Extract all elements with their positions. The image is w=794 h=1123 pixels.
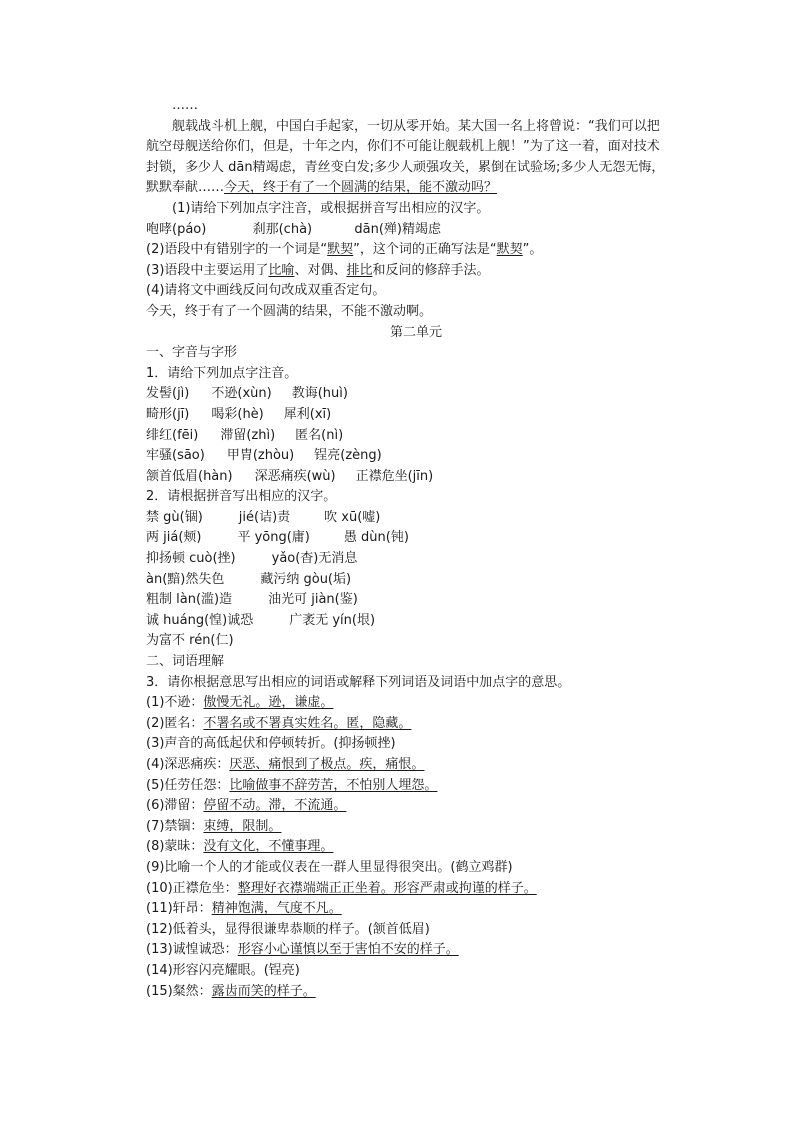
answer-4: 今天，终于有了一个圆满的结果，不能不激动啊。 xyxy=(146,303,433,319)
word-item: 喝彩(hè) xyxy=(211,406,264,422)
word-row xyxy=(146,611,686,632)
section-title: 二、词语理解 xyxy=(146,654,225,670)
vocab-item xyxy=(146,920,686,941)
pinyin-row xyxy=(146,220,686,241)
word-row xyxy=(146,467,686,488)
passage-line: 舰载战斗机上舰，中国白手起家，一切从零开始。某大国一名上将曾说：“我们可以把 xyxy=(172,118,660,134)
vocab-term: (8)蒙昧： xyxy=(146,839,204,855)
word-row xyxy=(146,570,686,591)
word-row xyxy=(146,405,686,426)
question-text: ”，这个词的正确写法是“ xyxy=(353,242,497,258)
question-4: (4)请将文中画线反问句改成双重否定句。 xyxy=(146,283,386,299)
word-row xyxy=(146,426,686,447)
pinyin-item: 刹那(chà) xyxy=(252,221,313,237)
word-item: àn(黯)然失色 xyxy=(146,571,225,587)
word-item: 颔首低眉(hàn) xyxy=(146,468,233,484)
word-item: 粗制 làn(滥)造 xyxy=(146,592,233,608)
hanzi-table xyxy=(146,508,686,652)
vocab-term: (5)任劳任怨： xyxy=(146,777,230,793)
word-item: 吹 xū(嘘) xyxy=(324,509,381,525)
question-text: (2)语段中有错别字的一个词是“ xyxy=(146,242,328,258)
vocab-answer: (鹤立鸡群) xyxy=(450,859,513,875)
answer-text: 默契 xyxy=(327,242,354,258)
vocab-item xyxy=(146,899,686,920)
question-2 xyxy=(146,240,686,261)
vocab-item xyxy=(146,837,686,858)
word-item: jié(诘)责 xyxy=(238,509,291,525)
word-item: 两 jiá(颊) xyxy=(146,530,202,546)
vocab-item xyxy=(146,961,686,982)
word-item: 抑扬顿 cuò(挫) xyxy=(146,551,236,567)
vocab-term: (7)禁锢： xyxy=(146,818,204,834)
word-item: 教诲(huì) xyxy=(291,386,348,402)
word-item: 不逊(xùn) xyxy=(211,386,272,402)
question-prompt: 3．请你根据意思写出相应的词语或解释下列词语及词语中加点字的意思。 xyxy=(146,674,571,690)
word-item: yǎo(杳)无消息 xyxy=(271,551,358,567)
word-item: 犀利(xī) xyxy=(283,406,332,422)
question-text: (3)语段中主要运用了 xyxy=(146,262,269,278)
word-item: 诚 huáng(惶)诚恐 xyxy=(146,612,254,628)
vocab-item xyxy=(146,940,686,961)
vocab-item xyxy=(146,714,686,735)
passage-line xyxy=(146,178,686,199)
vocab-answer-underlined: 没有文化，不懂事理。 xyxy=(203,839,334,855)
answer-text: 排比 xyxy=(346,262,373,278)
vocab-item xyxy=(146,817,686,838)
pinyin-table xyxy=(146,384,686,487)
question-text: 、对偶、 xyxy=(294,262,347,278)
question-prompt: 2．请根据拼音写出相应的汉字。 xyxy=(146,489,337,505)
vocab-item xyxy=(146,982,686,1003)
word-item: 正襟危坐(jīn) xyxy=(355,468,434,484)
word-item: 牢骚(sāo) xyxy=(146,448,205,464)
question-prompt: (1)请给下列加点字注音，或根据拼音写出相应的汉字。 xyxy=(172,200,490,216)
word-row xyxy=(146,528,686,549)
vocab-answer-underlined: 束缚，限制。 xyxy=(203,818,282,834)
word-row xyxy=(146,549,686,570)
word-row xyxy=(146,590,686,611)
vocab-term: (15)粲然： xyxy=(146,983,212,999)
vocab-item xyxy=(146,693,686,714)
passage-text: 默默奉献…… xyxy=(146,180,225,196)
word-item: 发髻(jì) xyxy=(146,386,190,402)
vocab-answer-underlined: 比喻做事不辞劳苦，不怕别人埋怨。 xyxy=(229,777,438,793)
word-item: 平 yōng(庸) xyxy=(237,530,310,546)
vocab-answer: (颔首低眉) xyxy=(367,921,430,937)
vocab-answer: (锃亮) xyxy=(263,962,300,978)
vocab-term: (6)滞留： xyxy=(146,798,204,814)
vocab-answer-underlined: 精神饱满，气度不凡。 xyxy=(211,901,342,917)
question-3 xyxy=(146,261,686,282)
question-text: 和反问的修辞手法。 xyxy=(372,262,490,278)
passage-line: 封锁，多少人 dān精竭虑，青丝变白发;多少人顽强攻关，累倒在试验场;多少人无怨无悔， xyxy=(146,159,665,175)
word-item: 禁 gù(锢) xyxy=(146,509,203,525)
word-item: 锃亮(zèng) xyxy=(314,448,382,464)
vocab-answer-underlined: 傲慢无礼。逊，谦虚。 xyxy=(203,695,334,711)
vocab-answer: (抑扬顿挫) xyxy=(333,736,396,752)
vocab-term: (2)匿名： xyxy=(146,715,204,731)
word-item: 滞留(zhì) xyxy=(220,427,276,443)
question-prompt: 1．请给下列加点字注音。 xyxy=(146,365,298,381)
vocab-answer-underlined: 形容小心谨慎以至于害怕不安的样子。 xyxy=(237,942,459,958)
word-row xyxy=(146,384,686,405)
vocab-item xyxy=(146,858,686,879)
vocab-answer-underlined: 露齿而笑的样子。 xyxy=(211,983,316,999)
vocab-term: (10)正襟危坐： xyxy=(146,880,238,896)
vocab-list xyxy=(146,693,686,1002)
answer-text: 默契 xyxy=(496,242,523,258)
pinyin-item: dān(殚)精竭虑 xyxy=(354,221,441,237)
document-page xyxy=(146,96,686,1002)
word-item: 愚 dùn(钝) xyxy=(343,530,409,546)
vocab-answer-underlined: 停留不动。滞，不流通。 xyxy=(203,798,347,814)
vocab-item xyxy=(146,879,686,900)
section-title: 一、字音与字形 xyxy=(146,345,238,361)
word-item: 深恶痛疾(wù) xyxy=(254,468,336,484)
vocab-answer-underlined: 不署名或不署真实姓名。匿，隐藏。 xyxy=(203,715,412,731)
word-row xyxy=(146,446,686,467)
vocab-term: (14)形容闪亮耀眼。 xyxy=(146,962,264,978)
vocab-term: (3)声音的高低起伏和停顿转折。 xyxy=(146,736,334,752)
passage-line: 航空母舰送给你们，但是，十年之内，你们不可能让舰载机上舰！”为了这一着，面对技术 xyxy=(146,139,660,155)
vocab-item xyxy=(146,734,686,755)
vocab-term: (1)不逊： xyxy=(146,695,204,711)
word-item: 畸形(jī) xyxy=(146,406,190,422)
answer-text: 比喻 xyxy=(268,262,295,278)
word-row xyxy=(146,508,686,529)
pinyin-item: 咆哮(páo) xyxy=(146,221,207,237)
question-text: ”。 xyxy=(522,242,543,258)
vocab-answer-underlined: 整理好衣襟端端正正坐着。形容严肃或拘谨的样子。 xyxy=(237,880,537,896)
vocab-answer-underlined: 厌恶、痛恨到了极点。疾，痛恨。 xyxy=(229,757,425,772)
unit-title: 第二单元 xyxy=(389,324,442,340)
word-item: 绯红(fēi) xyxy=(146,427,199,443)
word-item: 匿名(nì) xyxy=(295,427,344,443)
vocab-item xyxy=(146,755,686,776)
ellipsis: …… xyxy=(172,98,198,113)
underlined-rhetorical-question: 今天，终于有了一个圆满的结果，能不激动吗？ xyxy=(224,180,498,196)
word-item: 油光可 jiàn(鉴) xyxy=(268,592,358,608)
vocab-item xyxy=(146,776,686,797)
word-item: 广袤无 yín(垠) xyxy=(289,612,376,628)
word-item: 藏污纳 gòu(垢) xyxy=(260,571,352,587)
vocab-term: (13)诚惶诚恐： xyxy=(146,942,238,958)
vocab-term: (11)轩昂： xyxy=(146,901,212,917)
word-item: 甲胄(zhòu) xyxy=(226,448,295,464)
vocab-item xyxy=(146,796,686,817)
word-row xyxy=(146,631,686,652)
vocab-term: (12)低着头，显得很谦卑恭顺的样子。 xyxy=(146,921,368,937)
vocab-term: (4)深恶痛疾： xyxy=(146,757,230,772)
vocab-term: (9)比喻一个人的才能或仪表在一群人里显得很突出。 xyxy=(146,859,451,875)
word-item: 为富不 rén(仁) xyxy=(146,633,234,649)
